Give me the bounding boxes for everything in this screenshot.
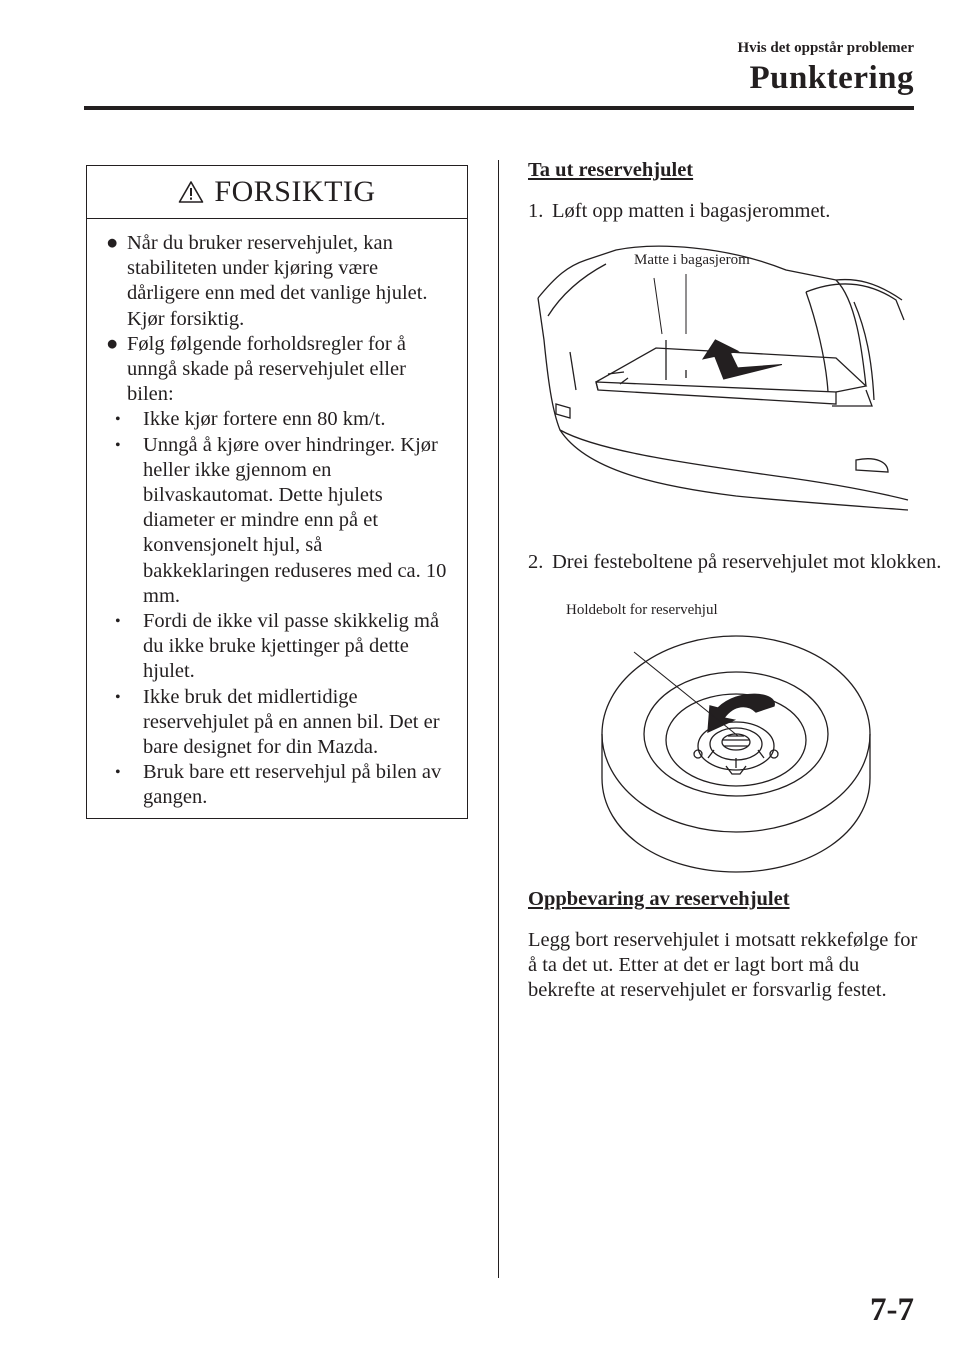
caution-item: ● Følg følgende forholdsregler for å unngå skade på reservehjulet eller bilen: <box>106 332 406 406</box>
warning-icon <box>178 180 204 204</box>
caution-title: FORSIKTIG <box>214 175 376 208</box>
column-divider <box>498 160 499 1278</box>
section-title: Hvis det oppstår problemer <box>737 40 914 56</box>
step-1: 1. Løft opp matten i bagasjerommet. <box>528 200 831 222</box>
caution-subitem: • Ikke kjør fortere enn 80 km/t. <box>115 408 386 431</box>
page-title: Punktering <box>749 60 914 96</box>
figure-label: Holdebolt for reservehjul <box>566 602 718 618</box>
trunk-mat-illustration <box>536 240 910 512</box>
caution-body <box>87 219 467 811</box>
storage-text: Legg bort reservehjulet i motsatt rekkefølge for å ta det ut. Etter at det er lagt bort må du bekrefte at reservehjulet er forsvarlig festet. <box>528 929 918 1002</box>
caution-header <box>87 166 467 219</box>
caution-subitem: • Ikke bruk det midlertidige reservehjulet på en annen bil. Det er bare designet for din Mazda. <box>115 685 440 759</box>
step-2: 2. Drei festeboltene på reservehjulet mot klokken. <box>528 551 942 574</box>
caution-item: ● Når du bruker reservehjulet, kan stabiliteten under kjøring være dårligere enn med det vanlige hjulet. Kjør forsiktig. <box>106 232 428 330</box>
page-number: 7-7 <box>870 1292 914 1328</box>
caution-subitem: • Fordi de ikke vil passe skikkelig må du ikke bruke kjettinger på dette hjulet. <box>115 610 440 683</box>
figure-label: Matte i bagasjerom <box>634 252 750 268</box>
caution-subitem: • Bruk bare ett reservehjul på bilen av gangen. <box>115 761 442 809</box>
header-rule <box>84 106 914 110</box>
removal-heading: Ta ut reservehjulet <box>528 159 694 181</box>
storage-heading: Oppbevaring av reservehjulet <box>528 888 790 910</box>
caution-subitem: • Unngå å kjøre over hindringer. Kjør heller ikke gjennom en bilvaskautomat. Dette hjulets diameter er mindre enn på et konvensjonelt hjul, så bakkeklaringen reduseres med ca. 10 mm. <box>115 433 447 607</box>
caution-box <box>86 165 468 819</box>
spare-wheel-illustration <box>598 628 874 874</box>
